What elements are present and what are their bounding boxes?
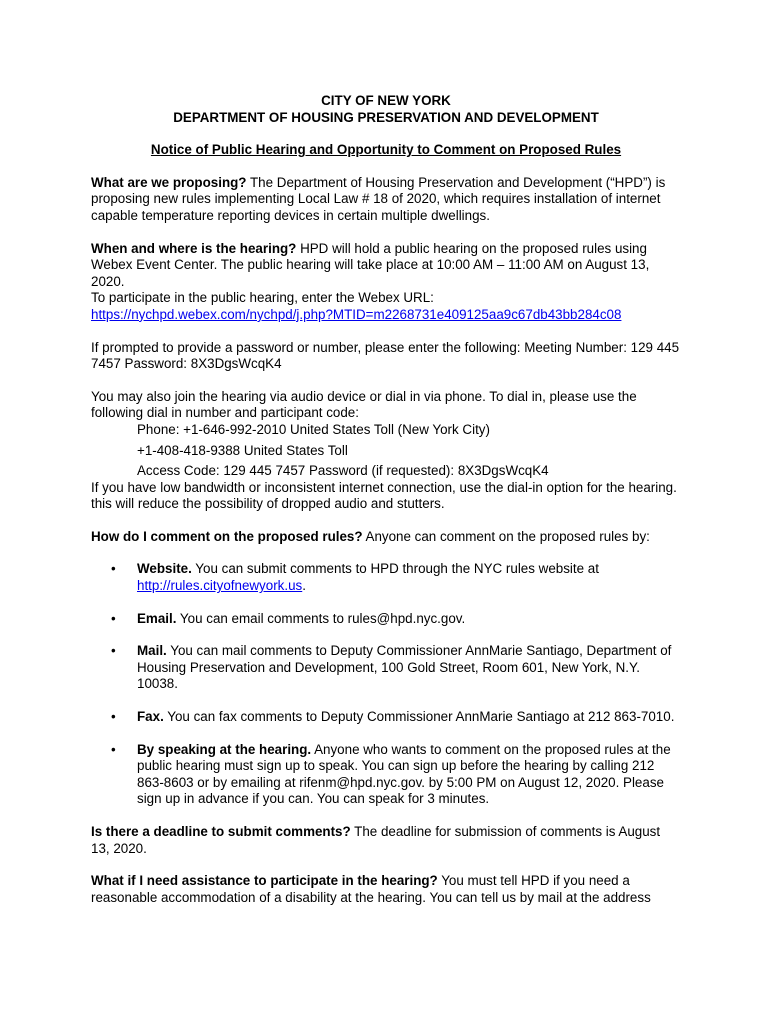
document-body bbox=[91, 93, 681, 922]
list-item-speaking bbox=[91, 742, 681, 808]
speaking-text: Anyone who wants to comment on the proposed rules at the public hearing must sign up to speak. You can sign up before the hearing by calling 212 863-8603 or by emailing at rifenm@hpd.nyc.gov. by 5:00 PM on August 12, 2020. Please sign up in advance if you can. You can speak for 3 minutes. bbox=[137, 741, 671, 807]
dial-in-phone-1: Phone: +1-646-992-2010 United States Toll (New York City) bbox=[137, 421, 490, 437]
hearing-question: When and where is the hearing? bbox=[91, 240, 297, 256]
hearing-section bbox=[91, 241, 681, 324]
list-item-email bbox=[91, 611, 681, 628]
comment-methods-list bbox=[91, 561, 681, 808]
comment-question: How do I comment on the proposed rules? bbox=[91, 528, 363, 544]
dial-in-section bbox=[91, 389, 681, 513]
fax-label: Fax. bbox=[137, 709, 164, 725]
mail-text: You can mail comments to Deputy Commissioner AnnMarie Santiago, Department of Housing Preservation and Development, 100 Gold Street, Room 601, New York, N.Y. 10038. bbox=[137, 643, 672, 692]
website-text: You can submit comments to HPD through the NYC rules website at bbox=[191, 561, 599, 577]
assistance-question: What if I need assistance to participate in the hearing? bbox=[91, 873, 438, 889]
agency-line-1: CITY OF NEW YORK bbox=[321, 93, 451, 108]
website-end: . bbox=[302, 578, 306, 594]
email-text: You can email comments to rules@hpd.nyc.gov. bbox=[176, 610, 466, 626]
hearing-text: HPD will hold a public hearing on the proposed rules using Webex Event Center. The public hearing will take place at 10:00 AM – 11:00 AM on August 13, 2020. bbox=[91, 240, 650, 289]
webex-intro: To participate in the public hearing, enter the Webex URL: bbox=[91, 290, 434, 306]
bandwidth-note: If you have low bandwidth or inconsistent internet connection, use the dial-in option for the hearing. this will reduce the possibility of dropped audio and stutters. bbox=[91, 479, 677, 512]
bullet-icon: • bbox=[111, 643, 116, 659]
agency-line-2: DEPARTMENT OF HOUSING PRESERVATION AND DEVELOPMENT bbox=[173, 109, 599, 125]
list-item-mail bbox=[91, 643, 681, 693]
password-prompt: If prompted to provide a password or number, please enter the following: Meeting Number: 129 445 7457 Password: 8X3DgsWcqK4 bbox=[91, 339, 680, 372]
assistance-text: You must tell HPD if you need a reasonable accommodation of a disability at the hearing. You can tell us by mail at the address bbox=[91, 873, 651, 905]
mail-label: Mail. bbox=[137, 643, 167, 659]
speaking-label: By speaking at the hearing. bbox=[137, 741, 312, 757]
deadline-section bbox=[91, 824, 681, 857]
assistance-section bbox=[91, 873, 681, 906]
rules-website-link[interactable]: http://rules.cityofnewyork.us bbox=[137, 578, 303, 594]
deadline-question: Is there a deadline to submit comments? bbox=[91, 824, 351, 839]
webex-url-link[interactable]: https://nychpd.webex.com/nychpd/j.php?MTID=m2268731e409125aa9c67db43bb284c08 bbox=[91, 306, 622, 322]
dial-in-intro: You may also join the hearing via audio device or dial in via phone. To dial in, please use the following dial in number and participant code: bbox=[91, 388, 637, 421]
list-item-website bbox=[91, 561, 681, 594]
website-label: Website. bbox=[137, 561, 192, 577]
comment-intro-text: Anyone can comment on the proposed rules by: bbox=[362, 528, 650, 544]
proposing-text: The Department of Housing Preservation and Development (“HPD”) is proposing new rules implementing Local Law # 18 of 2020, which requires installation of internet capable temperature reporting devices in certain multiple dwellings. bbox=[91, 174, 666, 223]
proposing-section bbox=[91, 175, 681, 225]
bullet-icon: • bbox=[111, 709, 116, 725]
list-item-fax bbox=[91, 709, 681, 726]
bullet-icon: • bbox=[111, 610, 116, 626]
bullet-icon: • bbox=[111, 561, 116, 577]
dial-in-access-code: Access Code: 129 445 7457 Password (if requested): 8X3DgsWcqK4 bbox=[137, 463, 549, 479]
proposing-question: What are we proposing? bbox=[91, 174, 247, 190]
email-label: Email. bbox=[137, 610, 177, 626]
notice-title: Notice of Public Hearing and Opportunity to Comment on Proposed Rules bbox=[150, 142, 622, 158]
dial-in-phone-2: +1-408-418-9388 United States Toll bbox=[137, 442, 348, 458]
bullet-icon: • bbox=[111, 741, 116, 757]
comment-section-intro bbox=[91, 529, 681, 546]
deadline-text: The deadline for submission of comments is August 13, 2020. bbox=[91, 824, 661, 856]
fax-text: You can fax comments to Deputy Commissioner AnnMarie Santiago at 212 863-7010. bbox=[163, 709, 675, 725]
